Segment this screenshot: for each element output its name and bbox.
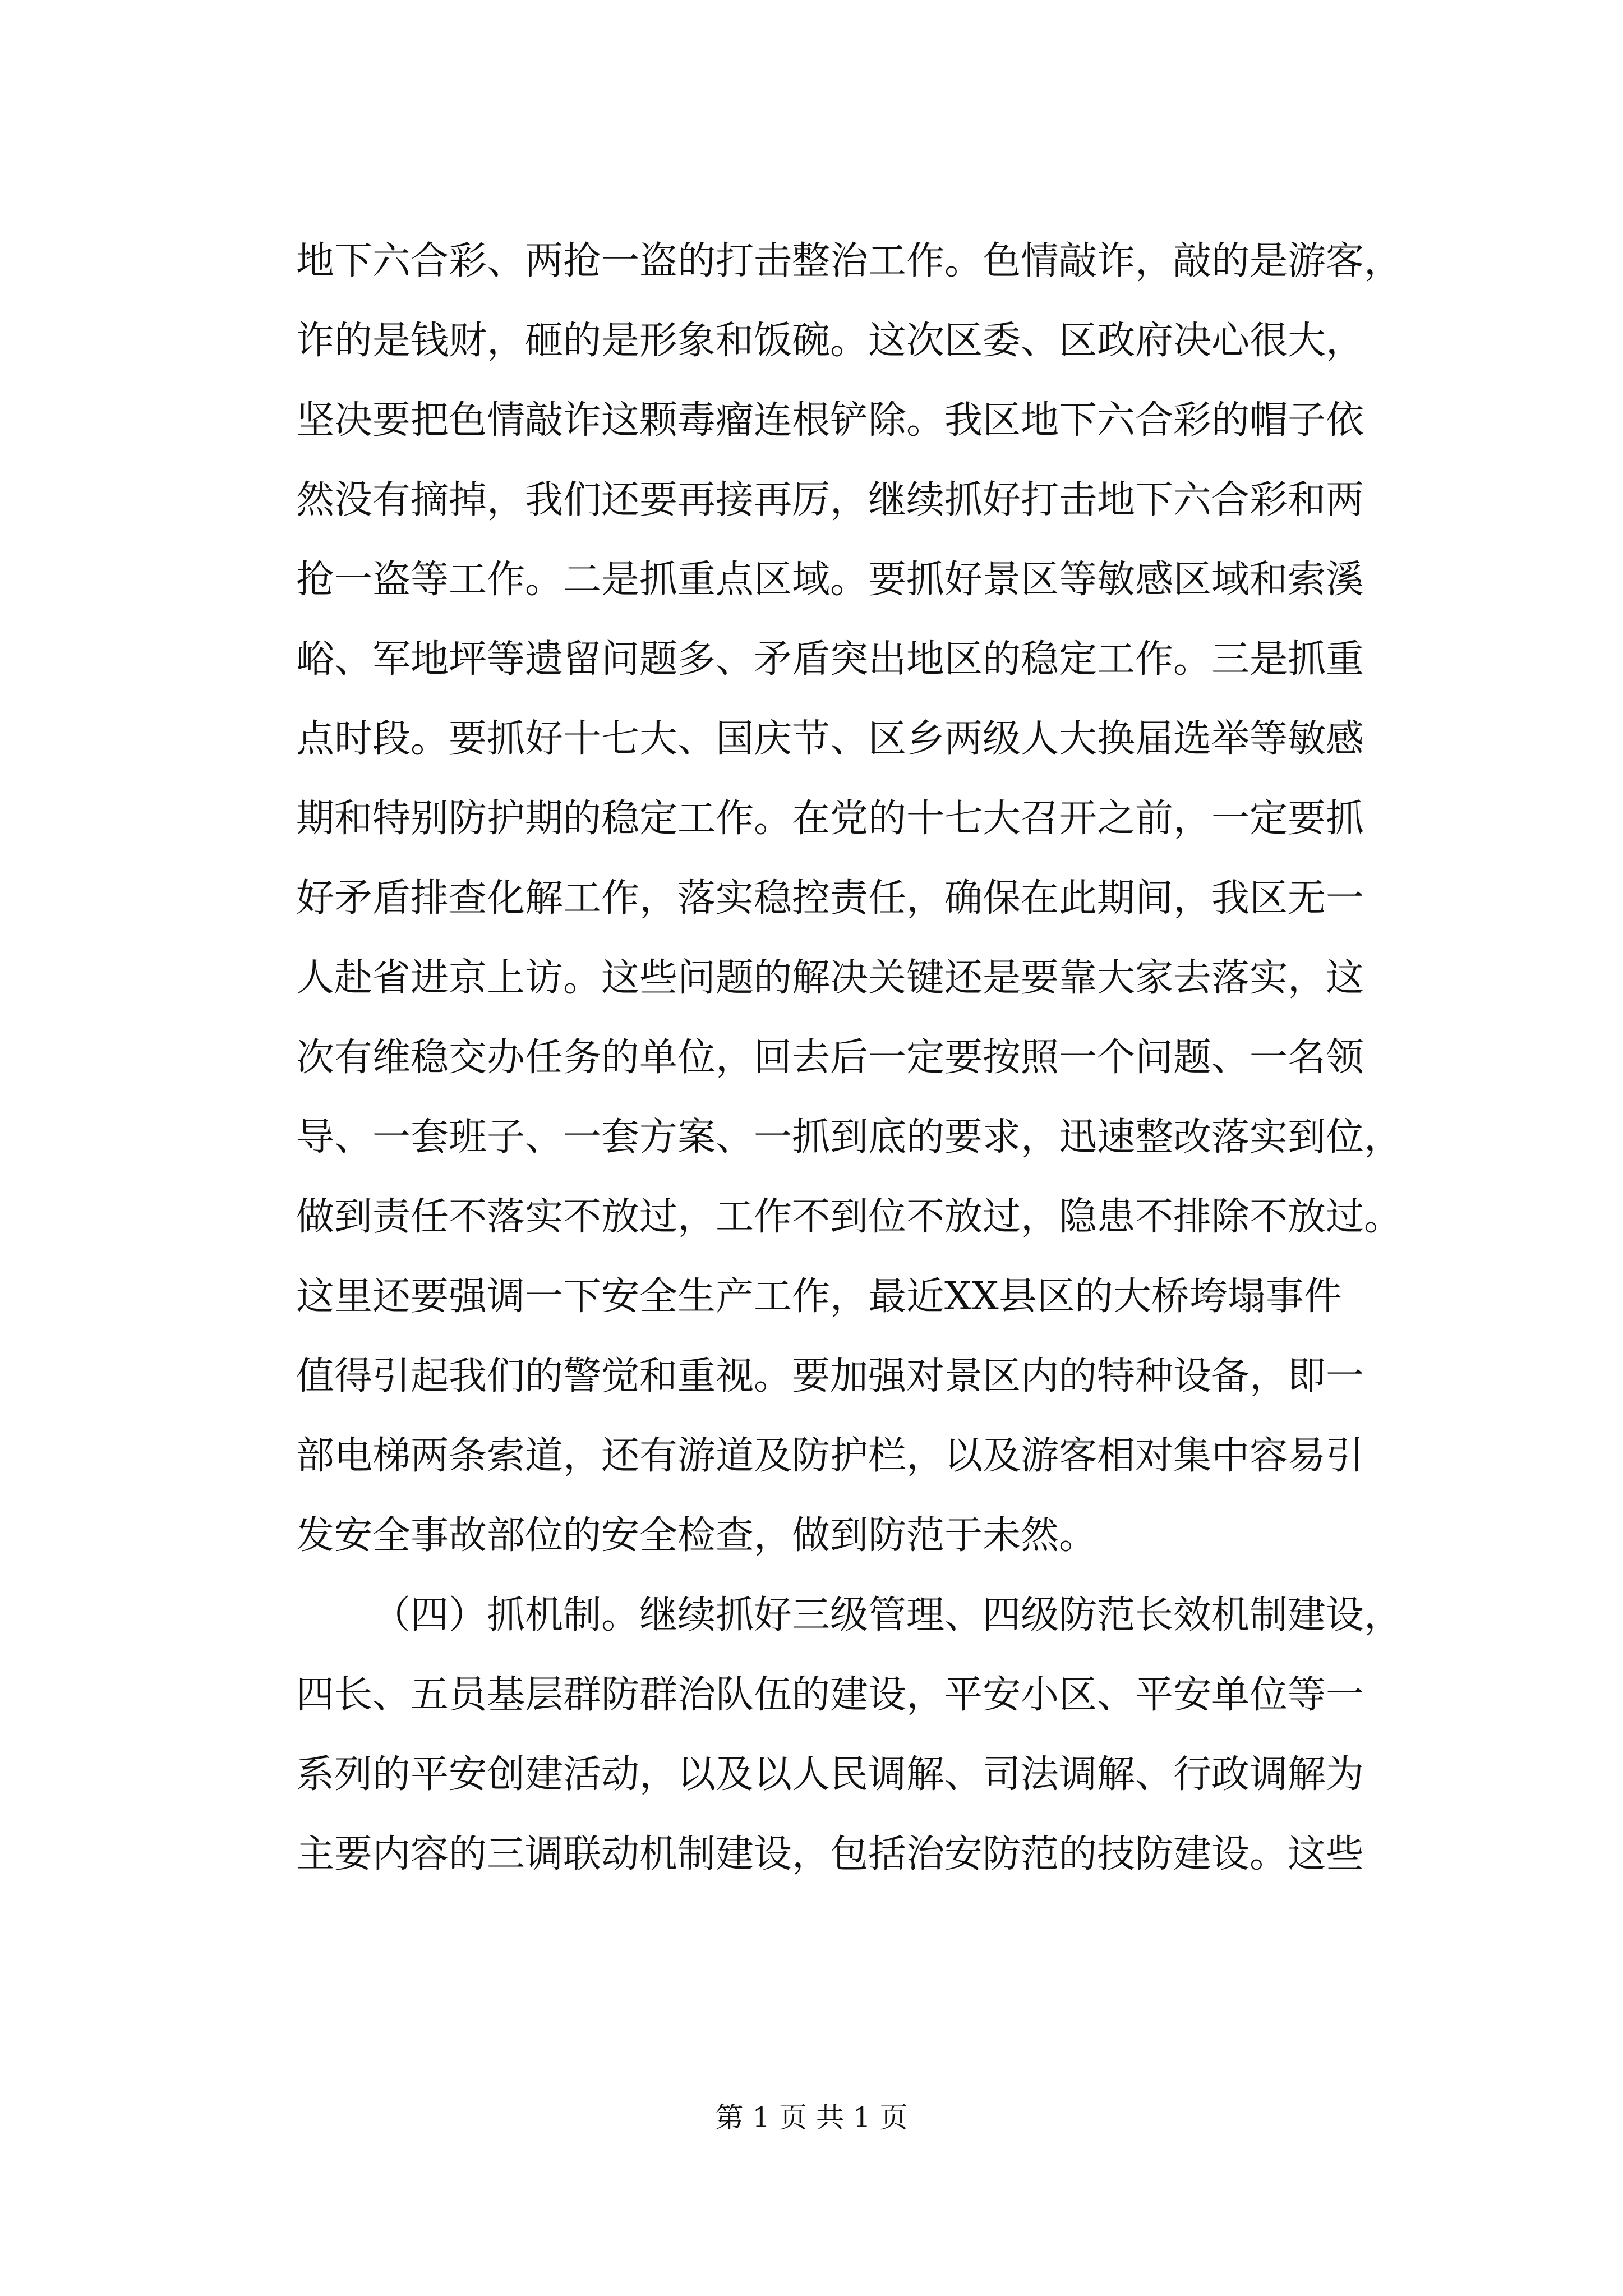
text-line: 坚决要把色情敲诈这颗毒瘤连根铲除。我区地下六合彩的帽子依 — [296, 398, 1364, 443]
text-line: 系列的平安创建活动，以及以人民调解、司法调解、行政调解为 — [296, 1752, 1364, 1797]
text-line: 峪、军地坪等遗留问题多、矛盾突出地区的稳定工作。三是抓重 — [296, 637, 1364, 682]
text-line: 部电梯两条索道，还有游道及防护栏，以及游客相对集中容易引 — [296, 1434, 1364, 1478]
text-line: 抢一盗等工作。二是抓重点区域。要抓好景区等敏感区域和索溪 — [296, 558, 1364, 602]
text-line: 点时段。要抓好十七大、国庆节、区乡两级人大换届选举等敏感 — [296, 717, 1364, 761]
text-line: 次有维稳交办任务的单位，回去后一定要按照一个问题、一名领 — [296, 1036, 1364, 1080]
text-line: 做到责任不落实不放过，工作不到位不放过，隐患不排除不放过。 — [296, 1195, 1403, 1239]
text-line: （四）抓机制。继续抓好三级管理、四级防范长效机制建设， — [372, 1593, 1403, 1637]
text-line: 这里还要强调一下安全生产工作，最近XX县区的大桥垮塌事件 — [296, 1274, 1342, 1319]
text-line: 诈的是钱财，砸的是形象和饭碗。这次区委、区政府决心很大， — [296, 319, 1364, 363]
text-line: 主要内容的三调联动机制建设，包括治安防范的技防建设。这些 — [296, 1832, 1364, 1876]
text-line: 人赴省进京上访。这些问题的解决关键还是要靠大家去落实，这 — [296, 956, 1364, 1000]
text-line: 地下六合彩、两抢一盗的打击整治工作。色情敲诈，敲的是游客， — [296, 239, 1403, 283]
text-line: 期和特别防护期的稳定工作。在党的十七大召开之前，一定要抓 — [296, 797, 1364, 841]
page-footer: 第 1 页 共 1 页 — [715, 2101, 908, 2134]
text-line: 发安全事故部位的安全检查，做到防范于未然。 — [296, 1513, 1098, 1558]
text-line: 导、一套班子、一套方案、一抓到底的要求，迅速整改落实到位， — [296, 1115, 1403, 1159]
text-line: 好矛盾排查化解工作，落实稳控责任，确保在此期间，我区无一 — [296, 876, 1364, 921]
body-text — [296, 222, 1403, 1894]
text-line: 然没有摘掉，我们还要再接再厉，继续抓好打击地下六合彩和两 — [296, 478, 1364, 522]
text-line: 值得引起我们的警觉和重视。要加强对景区内的特种设备，即一 — [296, 1354, 1364, 1398]
text-line: 四长、五员基层群防群治队伍的建设，平安小区、平安单位等一 — [296, 1673, 1364, 1717]
